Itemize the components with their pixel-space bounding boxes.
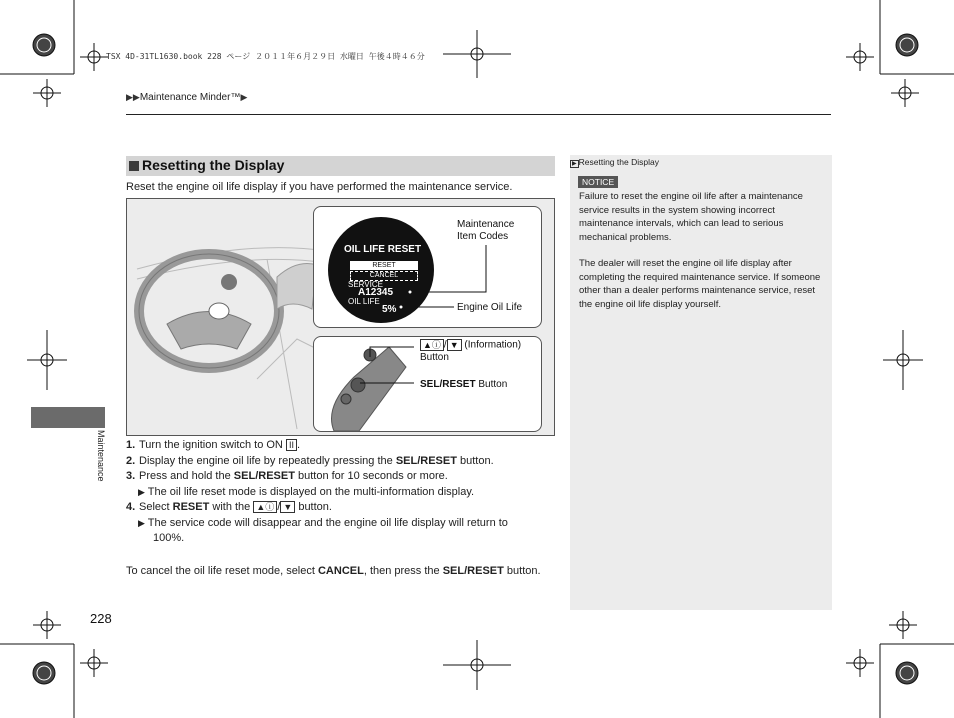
step-2	[126, 454, 558, 470]
step-3	[126, 469, 558, 485]
cancel-text-2: , then press the	[363, 565, 443, 577]
sidebar-notes	[570, 155, 832, 610]
sel-reset-bold: SEL/RESET	[420, 379, 476, 390]
cancel-text-1: To cancel the oil life reset mode, select	[126, 565, 318, 577]
step-text-mid: with the	[209, 501, 254, 513]
step-number: 3.	[126, 470, 136, 482]
step-text-end: button for 10 seconds or more.	[294, 470, 448, 482]
reference-arrow-icon: ▶	[572, 161, 577, 167]
header-rule	[126, 114, 831, 115]
intro-text: Reset the engine oil life display if you have performed the maintenance service.	[126, 181, 513, 193]
step-4-result-line1	[126, 516, 558, 532]
print-line: TSX 4D-31TL1630.book 228 ページ ２０１１年６月２９日 水曜日 午後４時４６分	[106, 52, 425, 61]
step-bold: SEL/RESET	[395, 454, 457, 467]
step-text: Select	[139, 501, 173, 513]
result-arrow-icon: ▶	[138, 486, 145, 497]
step-result-text: The oil life reset mode is displayed on the multi-information display.	[147, 485, 475, 498]
step-text-end: button.	[295, 501, 332, 513]
breadcrumb-link[interactable]: Maintenance Minder™	[139, 92, 241, 103]
up-info-key-icon: ▲ⓘ	[420, 339, 444, 351]
callout-engine-oil-life: Engine Oil Life	[457, 302, 523, 313]
display-oil-life-label: OIL LIFE	[348, 297, 380, 306]
page-number: 228	[90, 611, 112, 626]
callout-sel-reset-button	[420, 379, 507, 391]
sel-reset-rest: Button	[475, 379, 508, 390]
step-4-result-line2: 100%.	[153, 532, 185, 544]
breadcrumb-prefix: ▶▶	[126, 92, 140, 102]
step-number: 1.	[126, 439, 136, 451]
buttons-inset	[313, 336, 542, 432]
display-inset	[313, 206, 542, 328]
breadcrumb[interactable]	[126, 92, 247, 103]
step-text-end: .	[296, 439, 301, 451]
breadcrumb-suffix: ▶	[240, 92, 248, 102]
illustration	[126, 198, 555, 436]
step-bold: SEL/RESET	[233, 470, 295, 482]
display-reset-option: RESET	[350, 261, 418, 270]
sidebar-reference-text: Resetting the Display	[578, 157, 659, 167]
section-heading	[126, 156, 555, 176]
step-text: Display the engine oil life by repeatedly pressing the	[139, 454, 396, 467]
step-3-result	[126, 485, 558, 501]
display-service-code: A12345	[358, 287, 394, 298]
up-info-key-icon: ▲ⓘ	[253, 501, 277, 513]
chapter-label: Maintenance	[96, 430, 106, 482]
ignition-on-key-icon: II	[286, 439, 297, 451]
step-4: 4. Select RESET with the ▲ⓘ / ▼ button.	[126, 500, 558, 516]
heading-square-icon	[129, 161, 139, 171]
callout-info-button-line1: ▲ⓘ / ▼ (Information)	[420, 339, 521, 352]
step-1	[126, 438, 558, 454]
callout-maintenance-codes-line1: Maintenance	[457, 219, 515, 230]
dealer-paragraph: The dealer will reset the engine oil life display after completing the required maintenance service. If someone other than a dealer performs maintenance service, reset the engine oil life display yourself.	[579, 258, 821, 310]
step-result-text: The service code will disappear and the engine oil life display will return to	[147, 516, 508, 529]
step-text: Turn the ignition switch to ON	[139, 439, 286, 451]
info-callout-suffix: (Information)	[464, 339, 522, 351]
result-arrow-icon: ▶	[138, 517, 145, 528]
callout-info-button-line2: Button	[420, 352, 449, 363]
step-number: 4.	[126, 501, 136, 513]
display-service-label: SERVICE	[348, 280, 383, 289]
section-title: Resetting the Display	[142, 157, 285, 173]
cancel-text-3: button.	[503, 565, 541, 577]
step-text: Press and hold the	[139, 470, 234, 482]
steps-list	[126, 438, 558, 547]
cancel-bold-2: SEL/RESET	[442, 565, 504, 577]
down-key-icon: ▼	[447, 339, 462, 351]
cancel-instructions	[126, 565, 541, 577]
sidebar-reference[interactable]	[570, 157, 659, 168]
display-title: OIL LIFE RESET	[344, 244, 422, 255]
step-number: 2.	[126, 454, 136, 467]
callout-maintenance-codes-line2: Item Codes	[457, 231, 509, 242]
step-text-end: button.	[456, 454, 494, 467]
chapter-tab[interactable]	[31, 407, 105, 428]
down-key-icon: ▼	[280, 501, 295, 513]
cancel-bold-1: CANCEL	[317, 565, 364, 577]
notice-paragraph: Failure to reset the engine oil life after a maintenance service results in the system showing incorrect maintenance intervals, which can lead to serious mechanical problems.	[579, 191, 803, 243]
step-bold: RESET	[172, 501, 210, 513]
display-oil-life-value: 5%	[382, 304, 397, 315]
notice-badge: NOTICE	[578, 176, 618, 188]
display-cancel-option: CANCEL	[350, 271, 418, 281]
